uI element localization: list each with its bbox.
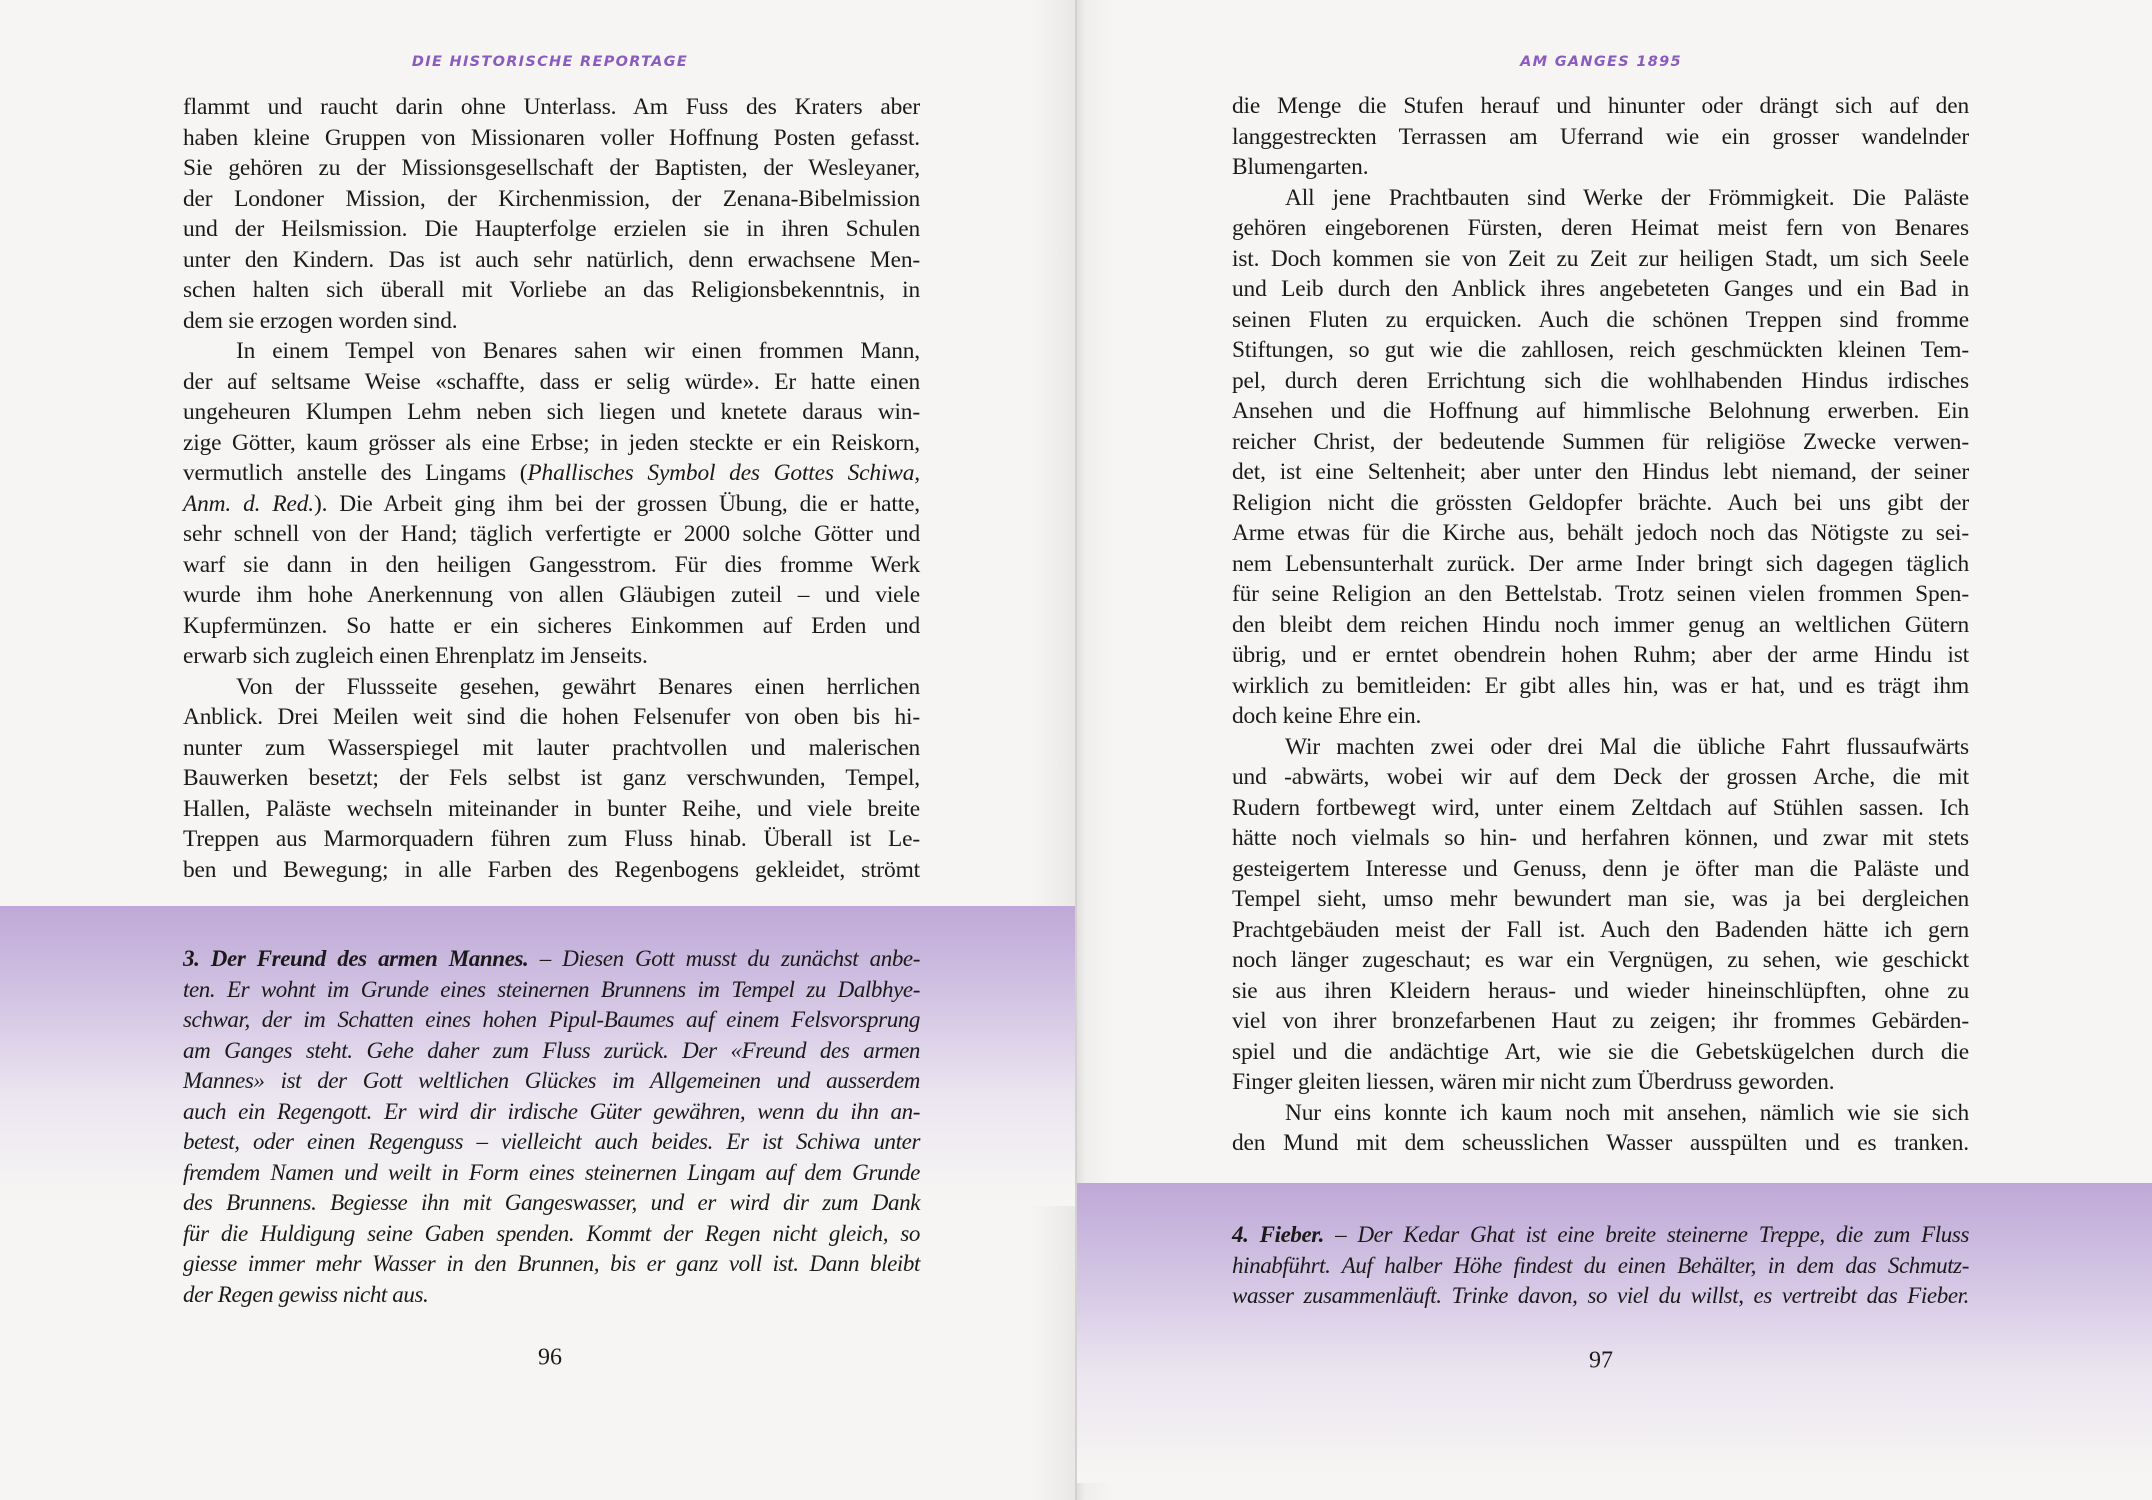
text-line: reicher Christ, der bedeutende Summen für religiöse Zwecke verwen- [1232, 428, 1969, 455]
text-line: giesse immer mehr Wasser in den Brunnen, bis er ganz voll ist. Dann bleibt [183, 1251, 920, 1276]
text-line: wirklich zu bemitleiden: Er gibt alles hin, was er hat, und es trägt ihm [1232, 672, 1969, 699]
text-line: Mannes» ist der Gott weltlichen Glückes im Allgemeinen und ausserdem [183, 1068, 920, 1093]
sidebar-box-text [183, 944, 920, 1310]
text-line: spiel und die andächtige Art, wie sie die Gebetskügelchen durch die [1232, 1038, 1969, 1065]
text-line: schen halten sich überall mit Vorliebe an das Religionsbekenntnis, in [183, 277, 920, 303]
left-page [0, 0, 1075, 1500]
text-line: Stiftungen, so gut wie die zahllosen, reich geschmückten kleinen Tem- [1232, 337, 1969, 363]
text-line: des Brunnens. Begiesse ihn mit Gangeswasser, und er wird dir zum Dank [183, 1190, 920, 1215]
text-line: langgestreckten Terrassen am Uferrand wie ein grosser wandelnder [1232, 123, 1969, 150]
text-line: All jene Prachtbauten sind Werke der Frömmigkeit. Die Paläste [1285, 184, 1969, 211]
text-line: haben kleine Gruppen von Missionaren voller Hoffnung Posten gefasst. [183, 124, 920, 151]
text-line: Nur eins konnte ich kaum noch mit ansehen, nämlich wie sie sich [1285, 1099, 1969, 1126]
text-line: dem sie erzogen worden sind. [183, 307, 458, 334]
text-line: fremdem Namen und weilt in Form eines steinernen Lingam auf dem Grunde [183, 1159, 920, 1185]
text-line: Anblick. Drei Meilen weit sind die hohen Felsenufer von oben bis hi- [183, 704, 920, 730]
text-line: Sie gehören zu der Missionsgesellschaft der Baptisten, der Wesleyaner, [183, 155, 920, 181]
paragraph [183, 92, 920, 336]
page-number: 97 [1589, 1347, 1613, 1374]
text-line: für seine Religion an den Bettelstab. Trotz seinen vielen frommen Spen- [1232, 581, 1969, 607]
text-line: In einem Tempel von Benares sahen wir einen frommen Mann, [236, 338, 920, 364]
text-run: vermutlich anstelle des Lingams ( [183, 460, 528, 486]
paragraph [1232, 91, 1969, 183]
text-line: ist. Doch kommen sie von Zeit zu Zeit zur heiligen Stadt, um sich Seele [1232, 245, 1969, 272]
text-line: Bauwerken besetzt; der Fels selbst ist ganz verschwunden, Tempel, [183, 765, 920, 791]
text-line: Kupfermünzen. So hatte er ein sicheres Einkommen auf Erden und [183, 612, 920, 639]
text-line: Wir machten zwei oder drei Mal die übliche Fahrt flussaufwärts [1285, 733, 1969, 760]
text-line: viel von ihrer bronzefarbenen Haut zu zeigen; ihr frommes Gebärden- [1232, 1008, 1969, 1034]
text-run: – Diesen Gott musst du zunächst anbe- [528, 946, 920, 971]
text-line: ten. Er wohnt im Grunde eines steinernen Brunnens im Tempel zu Dalbhye- [183, 976, 920, 1002]
box-heading: 3. Der Freund des armen Mannes. [183, 946, 529, 971]
text-line: die Menge die Stufen herauf und hinunter oder drängt sich auf den [1232, 93, 1969, 119]
text-line: zige Götter, kaum grösser als eine Erbse; in jeden steckte er ein Reiskorn, [183, 429, 920, 456]
text-line [183, 944, 920, 975]
text-line: pel, durch deren Errichtung sich die wohlhabenden Hindus irdisches [1232, 367, 1969, 394]
paragraph [1232, 183, 1969, 732]
text-line: für die Huldigung seine Gaben spenden. Kommt der Regen nicht gleich, so [183, 1220, 920, 1246]
text-line: den bleibt dem reichen Hindu noch immer genug an weltlichen Gütern [1232, 611, 1969, 638]
text-line: der auf seltsame Weise «schaffte, dass er selig würde». Er hatte einen [183, 368, 920, 395]
right-page [1075, 0, 2152, 1500]
text-line: wurde ihm hohe Anerkennung von allen Gläubigen zuteil – und viele [183, 582, 920, 608]
text-line: ben und Bewegung; in alle Farben des Regenbogens gekleidet, strömt [183, 856, 920, 883]
text-line: Blumengarten. [1232, 154, 1369, 180]
box-heading: 4. Fieber. [1232, 1222, 1324, 1247]
text-line: nunter zum Wasserspiegel mit lauter prachtvollen und malerischen [183, 734, 920, 761]
text-line: Finger gleiten liessen, wären mir nicht zum Überdruss geworden. [1232, 1069, 1835, 1095]
page-number: 96 [538, 1344, 562, 1371]
text-line: wasser zusammenläuft. Trinke davon, so viel du willst, es vertreibt das Fieber. [1232, 1283, 1969, 1308]
text-line: und Leib durch den Anblick ihres angebeteten Ganges und ein Bad in [1232, 276, 1969, 302]
italic-text: Phallisches Symbol des Gottes Schiwa, [527, 460, 920, 486]
body-text [183, 92, 920, 885]
text-line: betest, oder einen Regenguss – vielleicht auch beides. Er ist Schiwa unter [183, 1129, 920, 1154]
text-line: noch länger zugeschaut; es war ein Vergnügen, zu sehen, wie geschickt [1232, 947, 1969, 973]
text-line: doch keine Ehre ein. [1232, 703, 1422, 729]
italic-text: Anm. d. Red. [183, 490, 314, 517]
running-head: DIE HISTORISCHE REPORTAGE [411, 54, 689, 70]
text-line: Ansehen und die Hoffnung auf himmlische Belohnung erwerben. Ein [1232, 398, 1969, 424]
text-run: – Der Kedar Ghat ist eine breite steinerne Treppe, die zum Fluss [1323, 1222, 1969, 1247]
text-line: hinabführt. Auf halber Höhe findest du einen Behälter, in dem das Schmutz- [1232, 1252, 1969, 1278]
text-line: hätte noch vielmals so hin- und herfahren können, und zwar mit stets [1232, 825, 1969, 851]
text-line: Treppen aus Marmorquadern führen zum Fluss hinab. Überall ist Le- [183, 826, 920, 852]
text-line: Hallen, Paläste wechseln miteinander in bunter Reihe, und viele breite [183, 795, 920, 822]
text-line: sehr schnell von der Hand; täglich verfertigte er 2000 solche Götter und [183, 521, 920, 547]
text-line [183, 489, 920, 520]
paragraph [183, 336, 920, 672]
text-line [1232, 1220, 1969, 1251]
text-line [183, 458, 920, 489]
text-line: übrig, und er erntet obendrein hohen Ruhm; aber der arme Hindu ist [1232, 642, 1969, 668]
text-line: der Londoner Mission, der Kirchenmission, der Zenana-Bibelmission [183, 185, 920, 212]
text-line: den Mund mit dem scheusslichen Wasser ausspülten und es tranken. [1232, 1130, 1969, 1156]
text-line: auch ein Regengott. Er wird dir irdische Güter gewähren, wenn du ihn an- [183, 1098, 920, 1124]
text-line: seinen Fluten zu erquicken. Auch die schönen Treppen sind fromme [1232, 306, 1969, 333]
body-text [1232, 91, 1969, 1159]
text-line: Religion nicht die grössten Geldopfer brächte. Auch bei uns gibt der [1232, 489, 1969, 516]
text-line: am Ganges steht. Gehe daher zum Fluss zurück. Der «Freund des armen [183, 1037, 920, 1063]
text-line: Prachtgebäuden meist der Fall ist. Auch den Badenden hätte ich gern [1232, 916, 1969, 943]
text-line: warf sie dann in den heiligen Gangesstrom. Für dies fromme Werk [183, 551, 920, 578]
text-line: und -abwärts, wobei wir auf dem Deck der grossen Arche, die mit [1232, 764, 1969, 790]
text-line: erwarb sich zugleich einen Ehrenplatz im Jenseits. [183, 643, 648, 669]
text-run: ). Die Arbeit ging ihm bei der grossen Übung, die er hatte, [313, 490, 920, 517]
text-line: gesteigertem Interesse und Genuss, denn je öfter man die Paläste und [1232, 855, 1969, 882]
text-line: der Regen gewiss nicht aus. [183, 1281, 429, 1307]
running-head: AM GANGES 1895 [1520, 54, 1682, 70]
text-line: gehören eingeborenen Fürsten, deren Heimat meist fern von Benares [1232, 215, 1969, 241]
paragraph [183, 672, 920, 886]
sidebar-box-text [1232, 1220, 1969, 1312]
text-line: Tempel sieht, umso mehr bewundert man sie, was ja bei dergleichen [1232, 886, 1969, 912]
text-line: und der Heilsmission. Die Haupterfolge erzielen sie in ihren Schulen [183, 216, 920, 242]
paragraph [1232, 732, 1969, 1098]
text-line: unter den Kindern. Das ist auch sehr natürlich, denn erwachsene Men- [183, 246, 920, 273]
text-line: sie aus ihren Kleidern heraus- und wieder hineinschlüpften, ohne zu [1232, 977, 1969, 1004]
text-line: Arme etwas für die Kirche aus, behält jedoch noch das Nötigste zu sei- [1232, 520, 1969, 546]
text-line: det, ist eine Seltenheit; aber unter den Hindus lebt niemand, der seiner [1232, 459, 1969, 485]
gutter [1075, 0, 1077, 1500]
paragraph [1232, 1098, 1969, 1159]
text-line: Von der Flussseite gesehen, gewährt Benares einen herrlichen [236, 673, 920, 700]
text-line: schwar, der im Schatten eines hohen Pipul-Baumes auf einem Felsvorsprung [183, 1007, 920, 1032]
text-line: flammt und raucht darin ohne Unterlass. Am Fuss des Kraters aber [183, 94, 920, 120]
text-line: ungeheuren Klumpen Lehm neben sich liegen und knetete daraus win- [183, 399, 920, 425]
text-line: nem Lebensunterhalt zurück. Der arme Inder bringt sich dagegen täglich [1232, 550, 1969, 577]
text-line: Rudern fortbewegt wird, unter einem Zeltdach auf Stühlen sassen. Ich [1232, 794, 1969, 821]
